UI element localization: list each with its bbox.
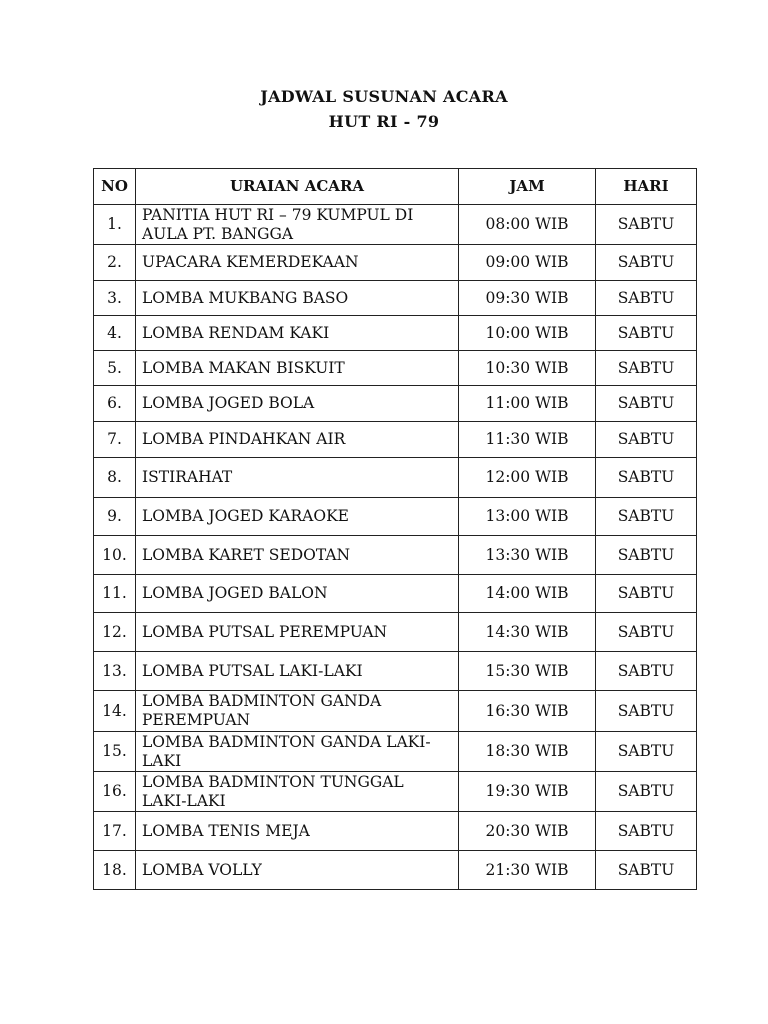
row-day: SABTU [596, 316, 697, 351]
row-time: 08:00 WIB [459, 205, 596, 245]
row-number: 9. [94, 498, 136, 536]
row-description: LOMBA MUKBANG BASO [136, 281, 459, 316]
table-row [94, 851, 697, 890]
row-description: LOMBA BADMINTON GANDA LAKI-LAKI [136, 732, 459, 772]
row-number: 11. [94, 575, 136, 613]
row-number: 10. [94, 536, 136, 575]
row-description: LOMBA JOGED BALON [136, 575, 459, 613]
row-number: 7. [94, 422, 136, 458]
row-description: LOMBA VOLLY [136, 851, 459, 890]
row-day: SABTU [596, 691, 697, 732]
row-description: LOMBA RENDAM KAKI [136, 316, 459, 351]
row-time: 18:30 WIB [459, 732, 596, 772]
row-description: ISTIRAHAT [136, 458, 459, 498]
row-number: 1. [94, 205, 136, 245]
row-day: SABTU [596, 351, 697, 386]
row-time: 15:30 WIB [459, 652, 596, 691]
row-day: SABTU [596, 245, 697, 281]
table-row [94, 732, 697, 772]
row-number: 16. [94, 772, 136, 812]
row-description: LOMBA TENIS MEJA [136, 812, 459, 851]
table-row [94, 281, 697, 316]
table-row [94, 812, 697, 851]
row-number: 2. [94, 245, 136, 281]
row-day: SABTU [596, 281, 697, 316]
row-description: LOMBA PUTSAL LAKI-LAKI [136, 652, 459, 691]
header-uraian-acara: URAIAN ACARA [136, 169, 459, 205]
row-day: SABTU [596, 652, 697, 691]
row-description: LOMBA JOGED KARAOKE [136, 498, 459, 536]
row-number: 12. [94, 613, 136, 652]
table-row [94, 536, 697, 575]
row-day: SABTU [596, 575, 697, 613]
row-description: LOMBA BADMINTON TUNGGAL LAKI-LAKI [136, 772, 459, 812]
row-day: SABTU [596, 386, 697, 422]
row-time: 16:30 WIB [459, 691, 596, 732]
row-description: LOMBA PINDAHKAN AIR [136, 422, 459, 458]
row-day: SABTU [596, 205, 697, 245]
row-number: 18. [94, 851, 136, 890]
document-subtitle: HUT RI - 79 [328, 112, 440, 131]
table-row [94, 351, 697, 386]
row-day: SABTU [596, 498, 697, 536]
row-time: 11:00 WIB [459, 386, 596, 422]
row-number: 8. [94, 458, 136, 498]
document-title: JADWAL SUSUNAN ACARA [260, 87, 508, 106]
row-time: 13:00 WIB [459, 498, 596, 536]
row-description: UPACARA KEMERDEKAAN [136, 245, 459, 281]
table-row [94, 316, 697, 351]
row-day: SABTU [596, 851, 697, 890]
row-day: SABTU [596, 732, 697, 772]
row-description: PANITIA HUT RI – 79 KUMPUL DI AULA PT. BANGGA [136, 205, 459, 245]
table-row [94, 691, 697, 732]
row-time: 09:30 WIB [459, 281, 596, 316]
row-number: 13. [94, 652, 136, 691]
row-description: LOMBA BADMINTON GANDA PEREMPUAN [136, 691, 459, 732]
row-day: SABTU [596, 536, 697, 575]
row-day: SABTU [596, 812, 697, 851]
header-jam: JAM [459, 169, 596, 205]
table-row [94, 652, 697, 691]
row-number: 14. [94, 691, 136, 732]
row-description: LOMBA MAKAN BISKUIT [136, 351, 459, 386]
row-number: 15. [94, 732, 136, 772]
row-time: 10:00 WIB [459, 316, 596, 351]
table-row [94, 613, 697, 652]
row-day: SABTU [596, 613, 697, 652]
table-row [94, 205, 697, 245]
header-no: NO [94, 169, 136, 205]
table-header-row [94, 169, 697, 205]
row-number: 17. [94, 812, 136, 851]
row-number: 4. [94, 316, 136, 351]
table-row [94, 245, 697, 281]
row-time: 11:30 WIB [459, 422, 596, 458]
header-hari: HARI [596, 169, 697, 205]
row-number: 5. [94, 351, 136, 386]
row-description: LOMBA JOGED BOLA [136, 386, 459, 422]
row-number: 3. [94, 281, 136, 316]
schedule-table [93, 168, 697, 890]
row-time: 10:30 WIB [459, 351, 596, 386]
row-day: SABTU [596, 422, 697, 458]
table-row [94, 386, 697, 422]
table-row [94, 575, 697, 613]
row-time: 14:00 WIB [459, 575, 596, 613]
table-row [94, 458, 697, 498]
table-row [94, 422, 697, 458]
row-description: LOMBA PUTSAL PEREMPUAN [136, 613, 459, 652]
row-time: 09:00 WIB [459, 245, 596, 281]
table-row [94, 498, 697, 536]
row-day: SABTU [596, 458, 697, 498]
row-time: 12:00 WIB [459, 458, 596, 498]
row-time: 14:30 WIB [459, 613, 596, 652]
row-day: SABTU [596, 772, 697, 812]
row-time: 19:30 WIB [459, 772, 596, 812]
row-number: 6. [94, 386, 136, 422]
row-time: 20:30 WIB [459, 812, 596, 851]
table-row [94, 772, 697, 812]
row-time: 13:30 WIB [459, 536, 596, 575]
row-time: 21:30 WIB [459, 851, 596, 890]
row-description: LOMBA KARET SEDOTAN [136, 536, 459, 575]
schedule-table-body [94, 205, 697, 890]
